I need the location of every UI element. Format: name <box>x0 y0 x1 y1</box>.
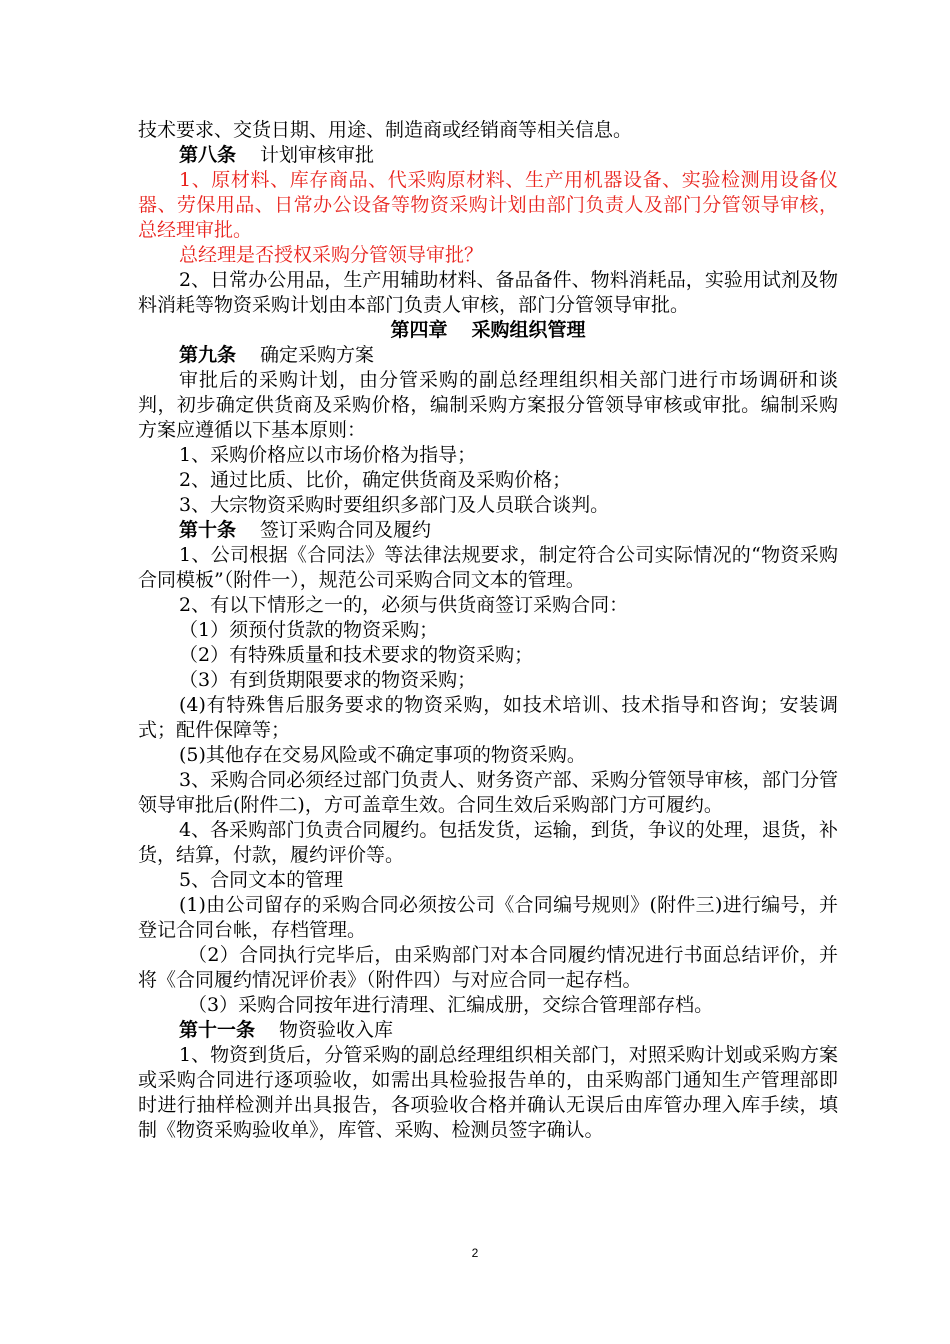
paragraph-question: 总经理是否授权采购分管领导审批？ <box>179 244 484 266</box>
paragraph: 3、采购合同必须经过部门负责人、财务资产部、采购分管领导审核，部门分管领导审批后(附件二)，方可盖章生效。合同生效后采购部门方可履约。 <box>138 769 838 816</box>
article-title: 计划审核审批 <box>260 144 375 166</box>
paragraph: 5、合同文本的管理 <box>179 869 344 891</box>
list-item: （2）有特殊质量和技术要求的物资采购； <box>179 644 534 666</box>
article-10-heading <box>138 518 838 543</box>
list-item: （1）须预付货款的物资采购； <box>179 619 439 641</box>
paragraph: 2、有以下情形之一的，必须与供货商签订采购合同： <box>179 594 629 616</box>
article-title: 物资验收入库 <box>279 1019 394 1041</box>
chapter-4-heading <box>138 318 838 343</box>
list-item: 1、采购价格应以市场价格为指导； <box>179 444 477 466</box>
article-title: 签订采购合同及履约 <box>260 519 432 541</box>
article-number: 第十一条 <box>179 1019 256 1041</box>
article-9-heading <box>138 343 838 368</box>
article-number: 第八条 <box>179 144 237 166</box>
list-item: 2、通过比质、比价，确定供货商及采购价格； <box>179 469 572 491</box>
paragraph: 1、公司根据《合同法》等法律法规要求，制定符合公司实际情况的“物资采购合同模板”（附件一），规范公司采购合同文本的管理。 <box>138 544 838 591</box>
paragraph: 2、日常办公用品，生产用辅助材料、备品备件、物料消耗品，实验用试剂及物料消耗等物资采购计划由本部门负责人审核，部门分管领导审批。 <box>138 269 838 316</box>
paragraph: 1、物资到货后，分管采购的副总经理组织相关部门，对照采购计划或采购方案或采购合同进行逐项验收，如需出具检验报告单的，由采购部门通知生产管理部即时进行抽样检测并出具报告，各项验收合格并确认无误后由库管办理入库手续，填制《物资采购验收单》，库管、采购、检测员签字确认。 <box>138 1044 838 1141</box>
list-item: （3）采购合同按年进行清理、汇编成册，交综合管理部存档。 <box>188 994 714 1016</box>
article-11-heading <box>138 1018 838 1043</box>
document-page <box>138 118 838 1143</box>
list-item: （3）有到货期限要求的物资采购； <box>179 669 477 691</box>
list-item: (1)由公司留存的采购合同必须按公司《合同编号规则》(附件三)进行编号，并登记合同台帐，存档管理。 <box>138 894 838 941</box>
list-item: (5)其他存在交易风险或不确定事项的物资采购。 <box>179 744 586 766</box>
paragraph-highlighted: 1、原材料、库存商品、代采购原材料、生产用机器设备、实验检测用设备仪器、劳保用品、日常办公设备等物资采购计划由部门负责人及部门分管领导审核，总经理审批。 <box>138 169 838 241</box>
article-8-heading <box>138 143 838 168</box>
article-title: 确定采购方案 <box>260 344 375 366</box>
list-item: (4)有特殊售后服务要求的物资采购，如技术培训、技术指导和咨询；安装调式；配件保障等； <box>138 694 838 741</box>
chapter-number: 第四章 <box>390 319 448 341</box>
article-number: 第十条 <box>179 519 237 541</box>
chapter-title: 采购组织管理 <box>471 319 586 341</box>
paragraph-continuation: 技术要求、交货日期、用途、制造商或经销商等相关信息。 <box>138 119 633 141</box>
paragraph: 审批后的采购计划，由分管采购的副总经理组织相关部门进行市场调研和谈判，初步确定供货商及采购价格，编制采购方案报分管领导审核或审批。编制采购方案应遵循以下基本原则： <box>138 369 838 441</box>
page-number: 2 <box>471 1246 479 1260</box>
list-item: （2）合同执行完毕后，由采购部门对本合同履约情况进行书面总结评价，并将《合同履约情况评价表》（附件四）与对应合同一起存档。 <box>138 944 838 991</box>
paragraph: 4、各采购部门负责合同履约。包括发货，运输，到货，争议的处理，退货，补货，结算，付款，履约评价等。 <box>138 819 838 866</box>
list-item: 3、大宗物资采购时要组织多部门及人员联合谈判。 <box>179 494 610 516</box>
article-number: 第九条 <box>179 344 237 366</box>
